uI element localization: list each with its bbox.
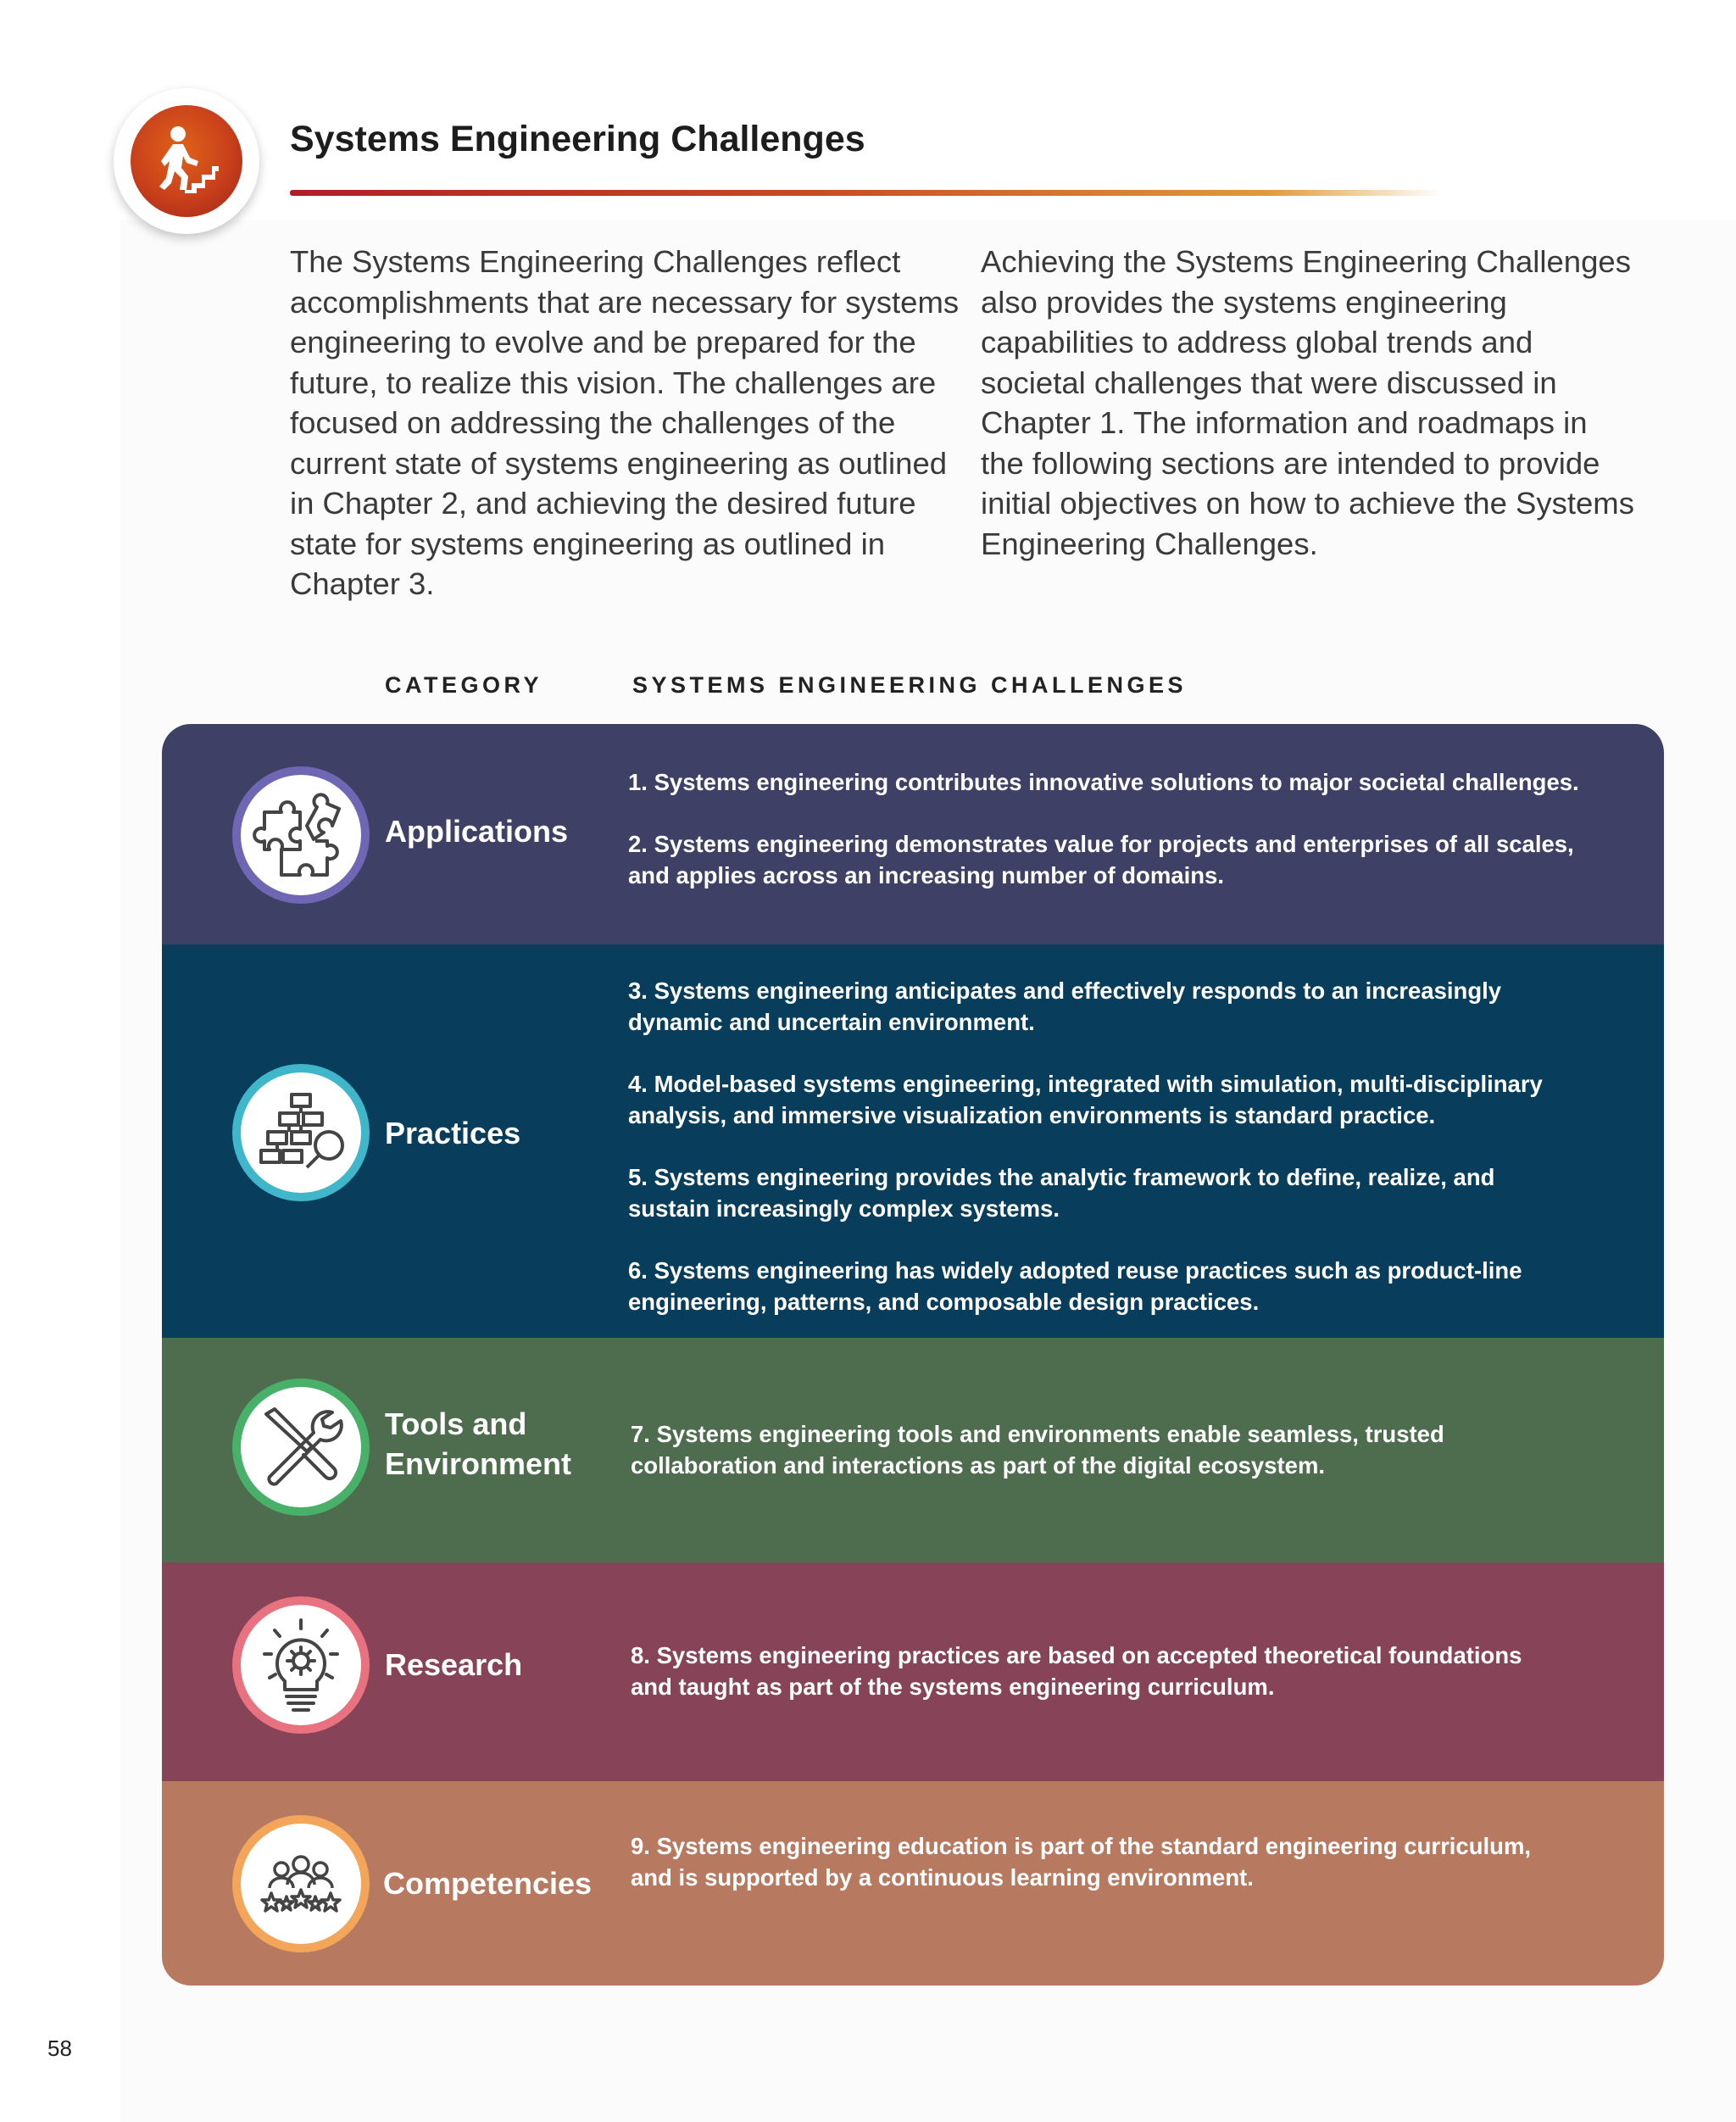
intro-line: engineering to evolve and be prepared for the xyxy=(290,325,916,359)
challenge-line: 1. Systems engineering contributes innovative solutions to major societal challenges. xyxy=(628,769,1579,795)
intro-line: The Systems Engineering Challenges reflect xyxy=(290,244,901,279)
section-badge xyxy=(114,88,259,234)
challenge-line: 3. Systems engineering anticipates and effectively responds to an increasingly xyxy=(628,977,1502,1004)
page-number: 58 xyxy=(47,2036,72,2061)
badge-disc xyxy=(131,105,242,217)
challenge-list xyxy=(631,1418,1444,1512)
table-row-practices xyxy=(162,944,1664,1338)
column-header-challenges: SYSTEMS ENGINEERING CHALLENGES xyxy=(632,672,1188,698)
challenge-line: engineering, patterns, and composable design practices. xyxy=(628,1289,1260,1315)
puzzle-icon xyxy=(232,766,370,904)
wrench-screwdriver-icon xyxy=(232,1378,370,1516)
challenge-line: 7. Systems engineering tools and environments enable seamless, trusted xyxy=(631,1421,1444,1447)
category-label: Applications xyxy=(385,814,569,849)
challenge-line: 4. Model-based systems engineering, integrated with simulation, multi-disciplinary xyxy=(628,1071,1543,1097)
category-label: Practices xyxy=(385,1116,521,1150)
table-row-research xyxy=(162,1562,1664,1781)
intro-line: Engineering Challenges. xyxy=(981,526,1318,561)
category-icon-badge xyxy=(232,766,370,904)
challenge-line: 5. Systems engineering provides the analytic framework to define, realize, and xyxy=(628,1164,1495,1190)
challenge-item xyxy=(628,828,1579,891)
intro-line: accomplishments that are necessary for systems xyxy=(290,284,960,320)
category-label-line: Environment xyxy=(385,1446,572,1481)
challenge-line: 6. Systems engineering has widely adopted reuse practices such as product-line xyxy=(628,1257,1522,1284)
challenge-list xyxy=(628,975,1543,1348)
challenge-item xyxy=(631,1830,1531,1893)
challenge-line: and applies across an increasing number of domains. xyxy=(628,862,1224,888)
category-label: Competencies xyxy=(383,1866,593,1901)
intro-line: future, to realize this vision. The challenges are xyxy=(290,365,937,400)
flowchart-magnifier-icon xyxy=(232,1064,370,1201)
challenge-item xyxy=(628,1068,1543,1131)
intro-line: in Chapter 2, and achieving the desired future xyxy=(290,486,916,521)
intro-line: capabilities to address global trends and xyxy=(981,325,1533,359)
challenge-line: 8. Systems engineering practices are based on accepted theoretical foundations xyxy=(631,1642,1522,1668)
table-row-applications xyxy=(162,724,1664,944)
challenge-line: sustain increasingly complex systems. xyxy=(628,1195,1060,1222)
table-row-competencies xyxy=(162,1781,1664,1986)
category-label: Research xyxy=(385,1647,523,1682)
challenge-item xyxy=(628,766,1579,798)
intro-line: Achieving the Systems Engineering Challenges xyxy=(981,244,1631,279)
challenge-item xyxy=(628,1255,1543,1317)
intro-line: Chapter 1. The information and roadmaps in xyxy=(981,405,1588,440)
challenge-line: and taught as part of the systems engineering curriculum. xyxy=(631,1674,1275,1700)
category-label-line: Tools and xyxy=(385,1406,527,1441)
stairs-climbing-person-icon xyxy=(131,105,242,217)
challenges-table xyxy=(162,724,1664,1986)
challenge-list xyxy=(628,766,1579,922)
challenge-item xyxy=(628,975,1543,1038)
challenge-item xyxy=(631,1640,1522,1702)
challenge-line: collaboration and interactions as part of the digital ecosystem. xyxy=(631,1452,1326,1479)
intro-line: current state of systems engineering as outlined xyxy=(290,445,948,481)
challenge-line: and is supported by a continuous learning environment. xyxy=(631,1864,1254,1891)
challenge-item xyxy=(631,1418,1444,1481)
intro-line: state for systems engineering as outlined in xyxy=(290,526,886,561)
intro-line: focused on addressing the challenges of the xyxy=(290,405,896,440)
category-icon-badge xyxy=(232,1064,370,1201)
challenge-list xyxy=(631,1830,1531,1924)
page-title: Systems Engineering Challenges xyxy=(290,119,865,159)
challenge-line: analysis, and immersive visualization environments is standard practice. xyxy=(628,1102,1436,1128)
intro-right-paragraph xyxy=(981,242,1634,564)
intro-line: the following sections are intended to provide xyxy=(981,445,1600,481)
challenge-list xyxy=(631,1640,1522,1733)
category-icon-badge xyxy=(232,1378,370,1516)
intro-line: Chapter 3. xyxy=(290,566,435,601)
table-row-tools-and-environment xyxy=(162,1338,1664,1562)
category-icon-badge xyxy=(232,1596,370,1734)
intro-line: initial objectives on how to achieve the Systems xyxy=(981,486,1634,521)
column-header-category: CATEGORY xyxy=(385,672,543,698)
lightbulb-gear-icon xyxy=(232,1596,370,1734)
intro-line: societal challenges that were discussed in xyxy=(981,365,1557,400)
challenge-line: 9. Systems engineering education is part of the standard engineering curriculum, xyxy=(631,1833,1532,1859)
intro-left-paragraph xyxy=(290,242,959,604)
challenge-line: 2. Systems engineering demonstrates value for projects and enterprises of all scales, xyxy=(628,831,1574,857)
challenge-item xyxy=(628,1161,1543,1224)
category-icon-badge xyxy=(232,1815,370,1952)
category-label xyxy=(385,1404,571,1484)
challenge-line: dynamic and uncertain environment. xyxy=(628,1009,1035,1035)
people-stars-icon xyxy=(232,1815,370,1952)
intro-line: also provides the systems engineering xyxy=(981,284,1507,320)
title-underline xyxy=(290,190,1441,196)
